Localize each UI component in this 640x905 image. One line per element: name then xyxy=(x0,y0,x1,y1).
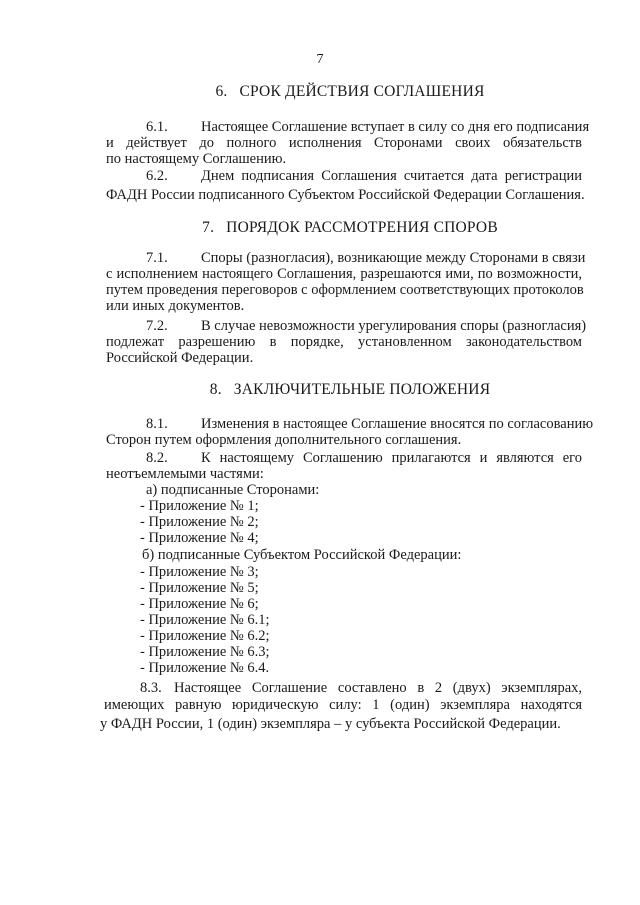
paragraph-line: 6.1. Настоящее Соглашение вступает в силу со дня его подписания xyxy=(146,119,590,135)
paragraph-line: 8.3. Настоящее Соглашение составлено в 2 (двух) экземплярах, xyxy=(140,680,582,696)
list-item: - Приложение № 6.2; xyxy=(140,628,270,644)
section-number: 8. xyxy=(209,381,222,398)
list-item: - Приложение № 1; xyxy=(140,498,259,514)
paragraph-line: неотъемлемыми частями: xyxy=(106,466,264,482)
list-item: - Приложение № 6; xyxy=(140,596,259,612)
paragraph-number: 7.1. xyxy=(146,250,168,266)
paragraph-line: 6.2. Днем подписания Соглашения считается дата регистрации xyxy=(146,168,582,184)
paragraph-line: Российской Федерации. xyxy=(106,350,254,366)
section-number: 6. xyxy=(215,83,228,100)
list-item: - Приложение № 6.1; xyxy=(140,612,270,628)
paragraph-number: 8.2. xyxy=(146,450,168,466)
list-item: - Приложение № 2; xyxy=(140,514,259,530)
paragraph-number: 8.1. xyxy=(146,416,168,432)
paragraph-line: ФАДН России подписанного Субъектом Российской Федерации Соглашения. xyxy=(106,187,585,203)
section-title: ПОРЯДОК РАССМОТРЕНИЯ СПОРОВ xyxy=(226,219,498,236)
paragraph-line: имеющих равную юридическую силу: 1 (один) экземпляра находятся xyxy=(104,697,582,713)
paragraph-line: 8.1. Изменения в настоящее Соглашение вносятся по согласованию xyxy=(146,416,594,432)
list-item: - Приложение № 3; xyxy=(140,564,259,580)
paragraph-line: и действует до полного исполнения Сторонами своих обязательств xyxy=(106,135,582,151)
list-item: - Приложение № 4; xyxy=(140,530,259,546)
paragraph-line: или иных документов. xyxy=(106,298,245,314)
section-title: СРОК ДЕЙСТВИЯ СОГЛАШЕНИЯ xyxy=(239,83,485,100)
paragraph-line: 7.1. Споры (разногласия), возникающие между Сторонами в связи xyxy=(146,250,586,266)
paragraph-line: 8.2. К настоящему Соглашению прилагаются и являются его xyxy=(146,450,582,466)
paragraph-number: 8.3. xyxy=(140,680,162,696)
paragraph-line: с исполнением настоящего Соглашения, разрешаются ими, по возможности, xyxy=(106,266,582,282)
paragraph-number: 6.2. xyxy=(146,168,168,184)
list-b-title: б) подписанные Субъектом Российской Федерации: xyxy=(142,547,462,563)
section-heading-8 xyxy=(0,381,640,399)
list-item: - Приложение № 6.3; xyxy=(140,644,270,660)
paragraph-number: 7.2. xyxy=(146,318,168,334)
paragraph-line: 7.2. В случае невозможности урегулирования споры (разногласия) xyxy=(146,318,587,334)
list-a-title: а) подписанные Сторонами: xyxy=(146,482,320,498)
section-title: ЗАКЛЮЧИТЕЛЬНЫЕ ПОЛОЖЕНИЯ xyxy=(233,381,491,398)
section-heading-7 xyxy=(0,219,640,237)
paragraph-line: Сторон путем оформления дополнительного соглашения. xyxy=(106,432,462,448)
paragraph-number: 6.1. xyxy=(146,119,168,135)
paragraph-line: у ФАДН России, 1 (один) экземпляра – у субъекта Российской Федерации. xyxy=(100,716,561,732)
paragraph-line: путем проведения переговоров с оформлением соответствующих протоколов xyxy=(106,282,584,298)
section-number: 7. xyxy=(202,219,215,236)
list-item: - Приложение № 5; xyxy=(140,580,259,596)
list-item: - Приложение № 6.4. xyxy=(140,660,270,676)
section-heading-6 xyxy=(0,83,640,101)
paragraph-line: по настоящему Соглашению. xyxy=(106,151,287,167)
page-number: 7 xyxy=(316,52,324,67)
paragraph-line: подлежат разрешению в порядке, установленном законодательством xyxy=(106,334,582,350)
